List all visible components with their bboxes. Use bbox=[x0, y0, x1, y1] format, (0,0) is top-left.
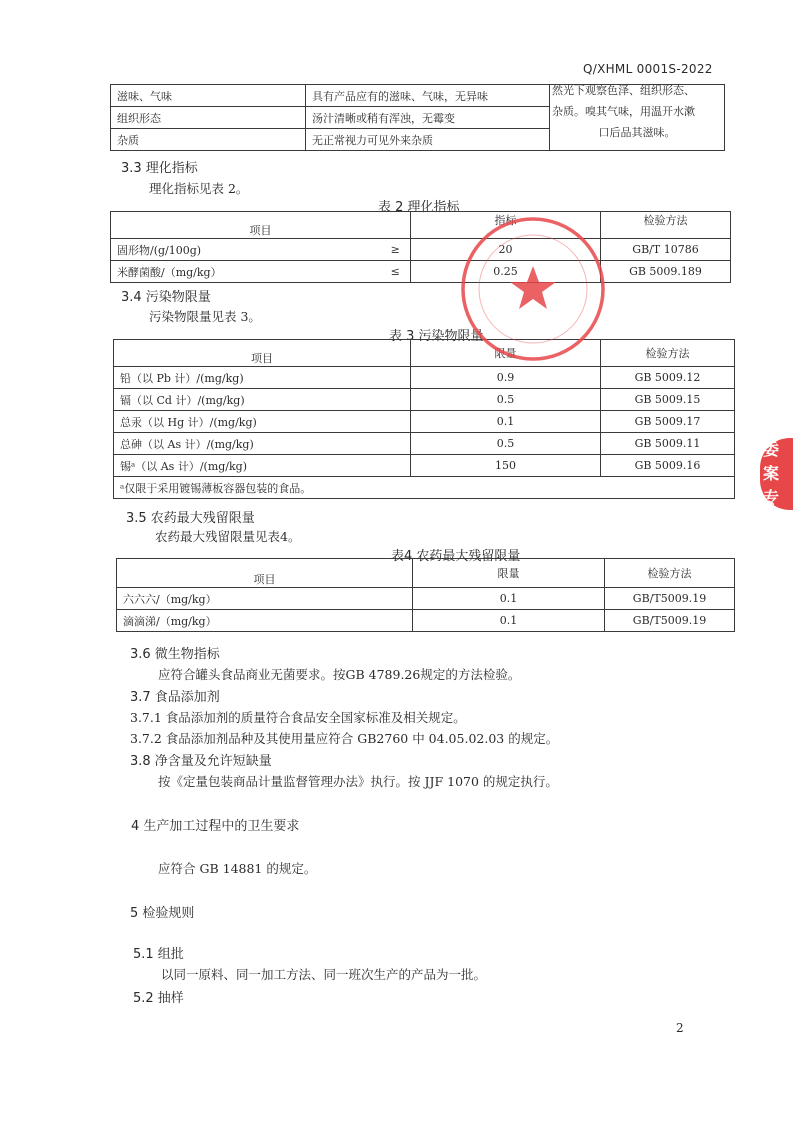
section-heading-5-1: 5.1 组批 bbox=[133, 947, 184, 962]
cell-method: GB 5009.16 bbox=[601, 455, 735, 477]
method-line: 口后品其滋味。 bbox=[598, 126, 676, 139]
cell-sign: ≥ bbox=[381, 239, 411, 261]
table-caption-3: 表 3 污染物限量 bbox=[389, 329, 484, 344]
cell-limit: 0.5 bbox=[411, 433, 601, 455]
header-method: 检验方法 bbox=[605, 559, 735, 588]
page-number: 2 bbox=[676, 1021, 684, 1035]
cell-method: GB/T 10786 bbox=[601, 239, 731, 261]
cell-limit: 0.1 bbox=[411, 411, 601, 433]
table-row bbox=[114, 455, 735, 477]
section-text-3-6: 应符合罐头食品商业无菌要求。按GB 4789.26规定的方法检验。 bbox=[158, 667, 521, 682]
table-footnote-row bbox=[114, 477, 735, 499]
cell-item: 铅（以 Pb 计）/(mg/kg) bbox=[114, 367, 411, 389]
cell-method: GB 5009.12 bbox=[601, 367, 735, 389]
table-caption-2: 表 2 理化指标 bbox=[378, 200, 460, 215]
cell-item: 固形物/(g/100g) bbox=[111, 239, 381, 261]
section-heading-5-2: 5.2 抽样 bbox=[133, 991, 184, 1006]
section-text-5-1: 以同一原料、同一加工方法、同一班次生产的产品为一批。 bbox=[161, 967, 487, 982]
section-heading-3-4: 3.4 污染物限量 bbox=[121, 290, 211, 305]
header-method: 检验方法 bbox=[601, 340, 735, 367]
table-header-row bbox=[117, 559, 735, 588]
table-row bbox=[111, 261, 731, 283]
header-item: 项目 bbox=[117, 559, 413, 588]
table-header-row bbox=[111, 212, 731, 239]
cell-item: 锡ᵃ（以 As 计）/(mg/kg) bbox=[114, 455, 411, 477]
table-2 bbox=[110, 211, 731, 283]
side-seal-icon bbox=[760, 438, 793, 510]
cell-item: 组织形态 bbox=[111, 107, 306, 129]
cell-method: GB/T5009.19 bbox=[605, 588, 735, 610]
side-seal-text: 委 bbox=[763, 440, 780, 459]
section-text-3-4: 污染物限量见表 3。 bbox=[149, 309, 261, 324]
section-text-3-3: 理化指标见表 2。 bbox=[149, 181, 249, 196]
section-heading-3-6: 3.6 微生物指标 bbox=[130, 647, 220, 662]
table-row bbox=[117, 588, 735, 610]
section-heading-3-3: 3.3 理化指标 bbox=[121, 161, 198, 176]
table-header-row bbox=[114, 340, 735, 367]
cell-limit: 20 bbox=[411, 239, 601, 261]
cell-limit: 0.9 bbox=[411, 367, 601, 389]
cell-item: 镉（以 Cd 计）/(mg/kg) bbox=[114, 389, 411, 411]
cell-method: GB 5009.15 bbox=[601, 389, 735, 411]
table-footnote: ᵃ仅限于采用镀锡薄板容器包装的食品。 bbox=[114, 477, 735, 499]
cell-limit: 0.1 bbox=[413, 610, 605, 632]
cell-item: 滴滴涕/（mg/kg） bbox=[117, 610, 413, 632]
document-code: Q/XHML 0001S-2022 bbox=[583, 62, 713, 76]
cell-method: GB/T5009.19 bbox=[605, 610, 735, 632]
cell-limit: 150 bbox=[411, 455, 601, 477]
cell-requirement: 具有产品应有的滋味、气味，无异味 bbox=[306, 85, 550, 107]
official-seal-icon bbox=[458, 214, 608, 364]
side-seal-text: 案专 bbox=[763, 464, 780, 507]
cell-limit: 0.5 bbox=[411, 389, 601, 411]
cell-method: GB 5009.11 bbox=[601, 433, 735, 455]
cell-item: 总汞（以 Hg 计）/(mg/kg) bbox=[114, 411, 411, 433]
sensory-method-text bbox=[552, 80, 722, 143]
table-row bbox=[114, 433, 735, 455]
cell-requirement: 无正常视力可见外来杂质 bbox=[306, 129, 550, 151]
table-3 bbox=[113, 339, 735, 499]
table-row bbox=[114, 367, 735, 389]
cell-sign: ≤ bbox=[381, 261, 411, 283]
header-item: 项目 bbox=[114, 340, 411, 367]
section-heading-4: 4 生产加工过程中的卫生要求 bbox=[131, 819, 300, 834]
table-4 bbox=[116, 558, 735, 632]
cell-method: GB 5009.17 bbox=[601, 411, 735, 433]
table-row bbox=[111, 239, 731, 261]
section-text-3-7-2: 3.7.2 食品添加剂品种及其使用量应符合 GB2760 中 04.05.02.03 的规定。 bbox=[130, 731, 559, 746]
cell-method: GB 5009.189 bbox=[601, 261, 731, 283]
section-heading-3-7: 3.7 食品添加剂 bbox=[130, 690, 220, 705]
table-row bbox=[114, 411, 735, 433]
section-text-3-8: 按《定量包装商品计量监督管理办法》执行。按 JJF 1070 的规定执行。 bbox=[158, 774, 558, 789]
header-limit: 限量 bbox=[411, 340, 601, 367]
section-heading-5: 5 检验规则 bbox=[130, 906, 195, 921]
table-row bbox=[117, 610, 735, 632]
section-text-3-7-1: 3.7.1 食品添加剂的质量符合食品安全国家标准及相关规定。 bbox=[130, 710, 466, 725]
cell-item: 滋味、气味 bbox=[111, 85, 306, 107]
cell-item: 总砷（以 As 计）/(mg/kg) bbox=[114, 433, 411, 455]
cell-limit: 0.1 bbox=[413, 588, 605, 610]
cell-requirement: 汤汁清晰或稍有浑浊，无霉变 bbox=[306, 107, 550, 129]
cell-item: 杂质 bbox=[111, 129, 306, 151]
cell-limit: 0.25 bbox=[411, 261, 601, 283]
section-heading-3-5: 3.5 农药最大残留限量 bbox=[126, 511, 255, 526]
header-limit: 限量 bbox=[413, 559, 605, 588]
header-method: 检验方法 bbox=[601, 212, 731, 239]
table-row bbox=[114, 389, 735, 411]
cell-item: 米酵菌酸/（mg/kg） bbox=[111, 261, 381, 283]
header-item: 项目 bbox=[111, 212, 411, 239]
section-heading-3-8: 3.8 净含量及允许短缺量 bbox=[130, 754, 272, 769]
header-limit: 指标 bbox=[411, 212, 601, 239]
section-text-3-5: 农药最大残留限量见表4。 bbox=[155, 529, 301, 544]
cell-item: 六六六/（mg/kg） bbox=[117, 588, 413, 610]
section-text-4: 应符合 GB 14881 的规定。 bbox=[158, 861, 317, 876]
method-line: 杂质。嗅其气味，用温开水漱 bbox=[552, 105, 695, 118]
method-line: 然光下观察色泽、组织形态、 bbox=[552, 84, 695, 97]
table-caption-4: 表4 农药最大残留限量 bbox=[391, 549, 521, 564]
